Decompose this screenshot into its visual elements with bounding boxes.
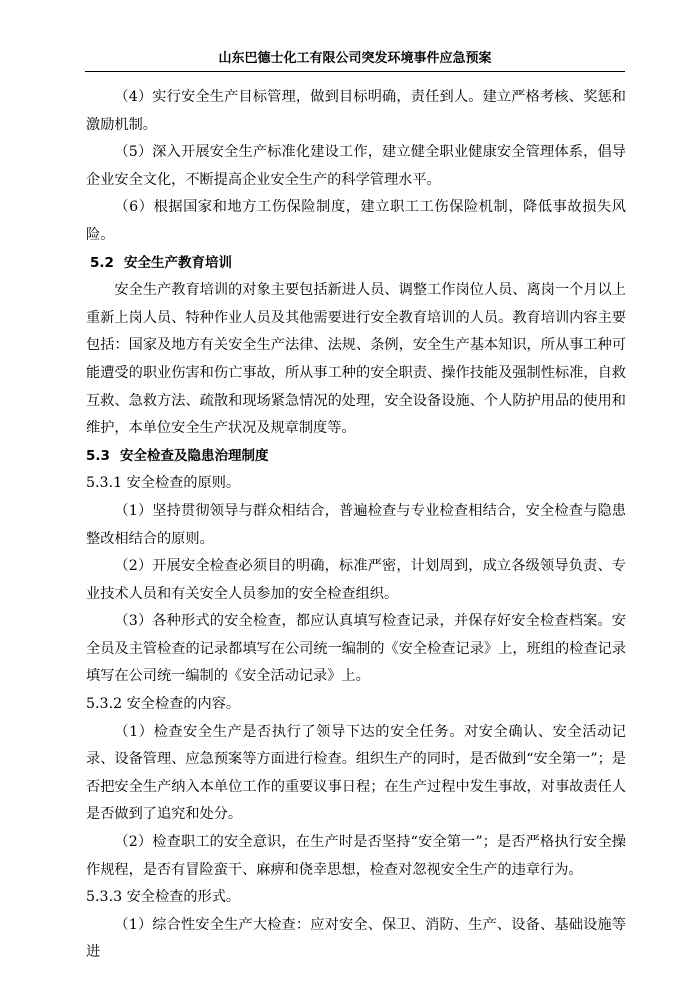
- section-number: 5.3: [86, 447, 110, 464]
- subsection-heading-5-3-2: 5.3.2 安全检查的内容。: [86, 696, 241, 713]
- section-title: 安全检查及隐患治理制度: [120, 447, 269, 464]
- paragraph-principle-1: （1）坚持贯彻领导与群众相结合，普遍检查与专业检查相结合，安全检查与隐患整改相结合的原则。: [86, 502, 626, 547]
- paragraph-principle-3: （3）各种形式的安全检查，都应认真填写检查记录，并保存好安全检查档案。安全员及主管检查的记录都填写在公司统一编制的《安全检查记录》上，班组的检查记录填写在公司统一编制的《安全活动记录》上。: [86, 613, 626, 685]
- paragraph-principle-2: （2）开展安全检查必须目的明确，标准严密，计划周到，成立各级领导负责、专业技术人员和有关安全人员参加的安全检查组织。: [86, 558, 626, 602]
- paragraph-item-5: （5）深入开展安全生产标准化建设工作，建立健全职业健康安全管理体系，倡导企业安全文化，不断提高企业安全生产的科学管理水平。: [86, 144, 626, 188]
- paragraph-content-1: （1）检查安全生产是否执行了领导下达的安全任务。对安全确认、安全活动记录、设备管理、应急预案等方面进行检查。组织生产的同时，是否做到“安全第一”；是否把安全生产纳入本单位工作的重要议事日程；在生产过程中发生事故，对事故责任人是否做到了追究和处分。: [86, 723, 626, 823]
- subsection-heading-5-3-1: 5.3.1 安全检查的原则。: [86, 475, 241, 492]
- paragraph-content-2: （2）检查职工的安全意识，在生产时是否坚持“安全第一”；是否严格执行安全操作规程，是否有冒险蛮干、麻痹和侥幸思想，检查对忽视安全生产的违章行为。: [86, 834, 626, 878]
- section-title: 安全生产教育培训: [124, 254, 232, 271]
- document-body: [86, 84, 626, 967]
- paragraph-item-6: （6）根据国家和地方工伤保险制度，建立职工工伤保险机制，降低事故损失风险。: [86, 199, 626, 243]
- paragraph-training: 安全生产教育培训的对象主要包括新进人员、调整工作岗位人员、离岗一个月以上重新上岗人员、特种作业人员及其他需要进行安全教育培训的人员。教育培训内容主要包括：国家及地方有关安全生产法律、法规、条例，安全生产基本知识，所从事工种可能遭受的职业伤害和伤亡事故，所从事工种的安全职责、操作技能及强制性标准，自救互救、急救方法、疏散和现场紧急情况的处理，安全设备设施、个人防护用品的使用和维护，本单位安全生产状况及规章制度等。: [86, 282, 626, 437]
- subsection-heading-5-3-3: 5.3.3 安全检查的形式。: [86, 889, 241, 906]
- section-heading-5-2: [86, 250, 626, 278]
- paragraph-form-1: （1）综合性安全生产大检查：应对安全、保卫、消防、生产、设备、基础设施等进: [86, 916, 626, 961]
- header-divider: [85, 71, 625, 72]
- paragraph-item-4: （4）实行安全生产目标管理，做到目标明确，责任到人。建立严格考核、奖惩和激励机制。: [86, 89, 626, 133]
- section-heading-5-3: [86, 443, 626, 471]
- section-number: 5.2: [90, 254, 114, 271]
- page-header-title: 山东巴德士化工有限公司突发环境事件应急预案: [218, 51, 492, 66]
